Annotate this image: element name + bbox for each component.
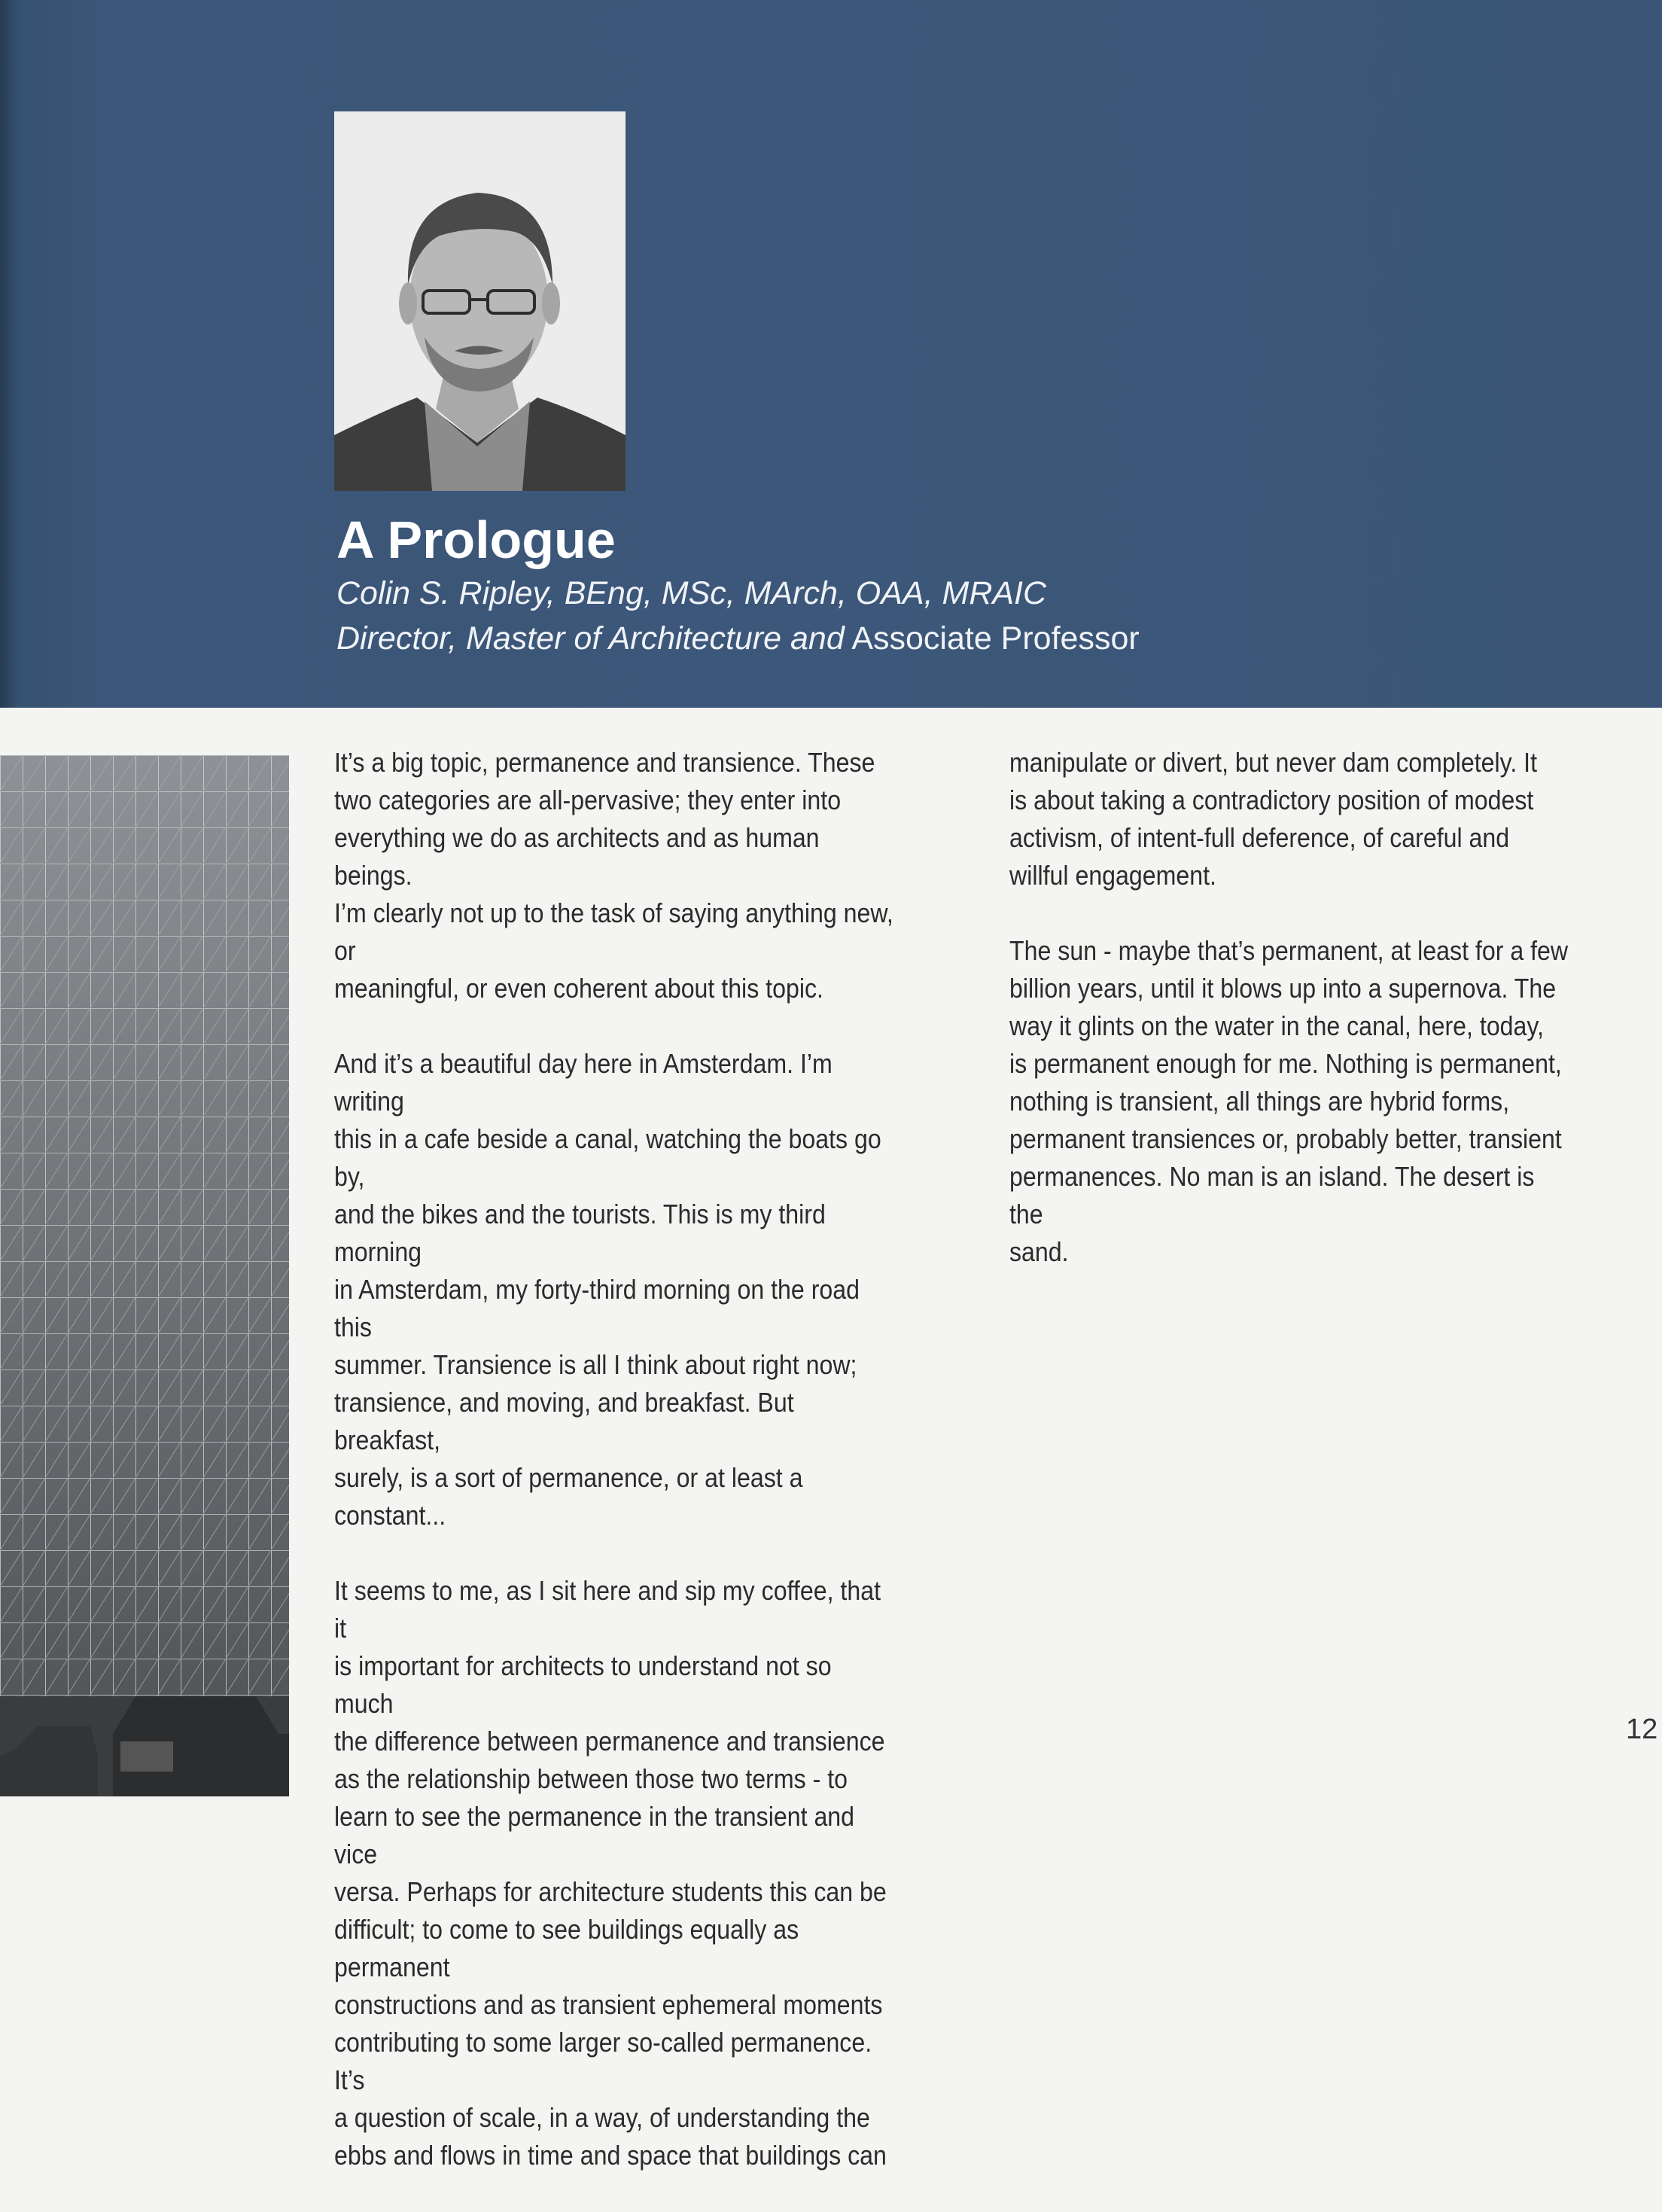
- body-column-left: [334, 744, 897, 2212]
- scaffolding-photo: [0, 755, 289, 1796]
- paragraph-1: It’s a big topic, permanence and transience. These two categories are all-pervasive; they enter into everything we do as architects and as human beings. I’m clearly not up to the task of saying anything new, or meaningful, or even coherent about this topic.: [334, 747, 893, 1004]
- page-title: A Prologue: [336, 510, 616, 569]
- paragraph-5: The sun - maybe that’s permanent, at least for a few billion years, until it blows up into a supernova. The way it glints on the water in the canal, here, today, is permanent enough for me. Nothing is permanent, nothing is transient, all things are hybrid forms, permanent transiences or, probably better, transient permanences. No man is an island. The desert is the sand.: [1009, 935, 1569, 1267]
- paragraph-2: And it’s a beautiful day here in Amsterdam. I’m writing this in a cafe beside a canal, watching the boats go by, and the bikes and the tourists. This is my third morning in Amsterdam, my forty-third morning on the road this summer. Transience is all I think about right now; transience, and moving, and breakfast. But breakfast, surely, is a sort of permanence, or at least a constant...: [334, 1048, 881, 1531]
- author-role-rank: Associate Professor: [851, 620, 1140, 657]
- page-binding-shadow: [0, 0, 18, 708]
- paragraph-4: manipulate or divert, but never dam completely. It is about taking a contradictory position of modest activism, of intent-full deference, of careful and willful engagement.: [1009, 747, 1538, 891]
- body-column-right: [1009, 744, 1572, 1309]
- author-name: Colin S. Ripley, BEng, MSc, MArch, OAA, MRAIC: [336, 575, 1047, 611]
- paragraph-3: It seems to me, as I sit here and sip my coffee, that it is important for architects to understand not so much the difference between permanence and transience as the relationship between those two terms - to learn to see the permanence in the transient and vice versa. Perhaps for architecture students this can be difficult; to come to see buildings equally as permanent constructions and as transient ephemeral moments contributing to some larger so-called permanence. It’s a question of scale, in a way, of understanding the ebbs and flows in time and space that buildings can: [334, 1575, 887, 2171]
- author-byline: [336, 571, 1140, 661]
- author-portrait: [334, 111, 626, 491]
- author-role-title: Director, Master of Architecture and: [336, 620, 845, 657]
- page-number: 12: [1626, 1714, 1658, 1745]
- author-role: [336, 616, 1140, 661]
